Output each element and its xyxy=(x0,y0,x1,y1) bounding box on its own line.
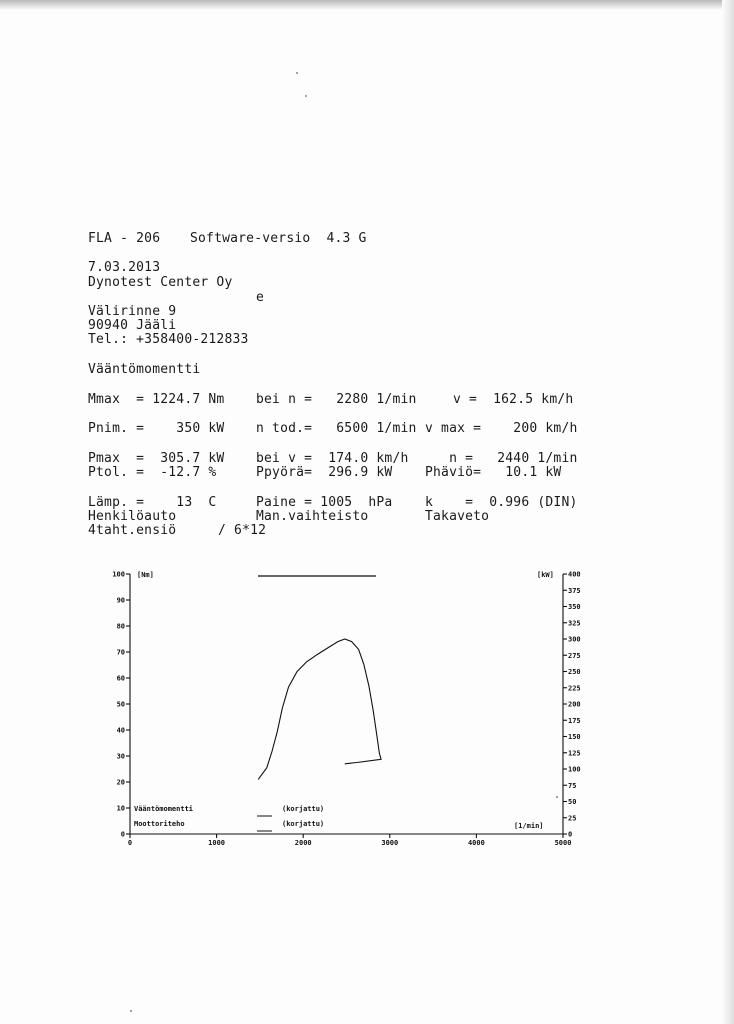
x-axis-unit: [1/min] xyxy=(514,822,544,830)
power-tolerance: Ptol. = -12.7 % xyxy=(88,465,217,480)
engine-type: 4taht.ensiö xyxy=(88,523,177,538)
right-axis-tick-label: 75 xyxy=(568,781,577,790)
left-axis-tick-label: 60 xyxy=(116,674,125,683)
right-axis-tick-label: 400 xyxy=(568,570,581,579)
left-axis-tick-label: 100 xyxy=(112,570,125,579)
scan-speck xyxy=(305,95,307,97)
nominal-power: Pnim. = 350 kW xyxy=(88,421,225,436)
pmax-value: Pmax = 305.7 kW xyxy=(88,451,225,466)
mmax-rpm: bei n = 2280 1/min xyxy=(256,392,417,407)
temperature: Lämp. = 13 C xyxy=(88,495,217,510)
right-axis-tick-label: 275 xyxy=(568,651,581,660)
legend-torque-label: Vääntömomentti xyxy=(134,805,194,813)
x-axis-tick-label: 3000 xyxy=(381,839,399,847)
left-axis-tick-label: 70 xyxy=(116,648,125,657)
right-axis-tick-label: 375 xyxy=(568,586,581,595)
device-name: FLA - 206 xyxy=(88,231,161,246)
x-axis-tick-label: 4000 xyxy=(467,839,485,847)
x-axis-tick-label: 2000 xyxy=(294,839,312,847)
cylinder-spec: / 6*12 xyxy=(218,523,267,538)
left-axis-tick-label: 40 xyxy=(116,726,125,735)
legend-torque-note: (korjattu) xyxy=(282,805,325,813)
stray-character: e xyxy=(256,290,265,305)
power-loss: Phäviö= 10.1 kW xyxy=(425,465,562,480)
mmax-value: Mmax = 1224.7 Nm xyxy=(88,392,225,407)
city-address: 90940 Jääli xyxy=(88,318,177,333)
scan-speck xyxy=(296,72,298,74)
company-name: Dynotest Center Oy xyxy=(88,275,233,290)
right-axis-tick-label: 125 xyxy=(568,749,581,758)
legend-power-label: Moottoriteho xyxy=(134,820,185,828)
mmax-speed: v = 162.5 km/h xyxy=(453,392,574,407)
left-axis-tick-label: 10 xyxy=(116,804,125,813)
vehicle-type: Henkilöauto xyxy=(88,509,177,524)
scan-speck xyxy=(556,796,558,798)
right-axis-tick-label: 325 xyxy=(568,619,581,628)
left-axis-tick-label: 20 xyxy=(116,778,125,787)
wheel-power: Ppyörä= 296.9 kW xyxy=(256,465,393,480)
right-axis-tick-label: 150 xyxy=(568,733,581,741)
transmission-type: Man.vaihteisto xyxy=(256,509,369,524)
max-speed: v max = 200 km/h xyxy=(425,421,578,436)
left-axis-tick-label: 0 xyxy=(120,830,125,839)
right-axis-tick-label: 300 xyxy=(568,635,581,644)
drive-type: Takaveto xyxy=(425,509,490,524)
power-curve-line xyxy=(258,639,381,779)
x-axis-tick-label: 0 xyxy=(127,839,133,847)
street-address: Välirinne 9 xyxy=(88,304,177,319)
air-pressure: Paine = 1005 hPa xyxy=(256,495,393,510)
right-axis-tick-label: 175 xyxy=(568,716,581,725)
x-axis-tick-label: 1000 xyxy=(208,839,226,847)
legend-power-note: (korjattu) xyxy=(282,820,325,828)
scan-speck xyxy=(130,1010,132,1012)
right-axis-tick-label: 100 xyxy=(568,765,581,774)
right-axis-tick-label: 200 xyxy=(568,700,581,709)
right-axis-tick-label: 225 xyxy=(568,684,581,693)
right-axis-tick-label: 50 xyxy=(568,798,577,806)
x-axis-tick-label: 5000 xyxy=(554,839,572,847)
phone-number: Tel.: +358400-212833 xyxy=(88,332,249,347)
software-version: Software-versio 4.3 G xyxy=(190,231,367,246)
left-axis-tick-label: 90 xyxy=(116,596,125,605)
scan-edge-top xyxy=(0,0,734,10)
left-axis-tick-label: 80 xyxy=(116,622,125,631)
legend xyxy=(134,805,324,831)
left-axis-tick-label: 50 xyxy=(116,700,125,709)
correction-factor: k = 0.996 (DIN) xyxy=(425,495,578,510)
right-axis-unit: [kW] xyxy=(537,571,554,579)
report-date: 7.03.2013 xyxy=(88,260,161,275)
pmax-speed: bei v = 174.0 km/h xyxy=(256,451,409,466)
dyno-chart xyxy=(0,560,734,890)
right-axis-tick-label: 250 xyxy=(568,668,581,676)
rated-rpm: n tod.= 6500 1/min xyxy=(256,421,417,436)
left-axis-tick-label: 30 xyxy=(116,752,125,761)
left-axis-unit: [Nm] xyxy=(137,571,154,579)
pmax-rpm: n = 2440 1/min xyxy=(425,451,578,466)
right-axis-tick-label: 350 xyxy=(568,603,581,611)
right-axis-tick-label: 0 xyxy=(568,830,573,839)
section-title: Vääntömomentti xyxy=(88,362,201,377)
right-axis-tick-label: 25 xyxy=(568,814,577,823)
